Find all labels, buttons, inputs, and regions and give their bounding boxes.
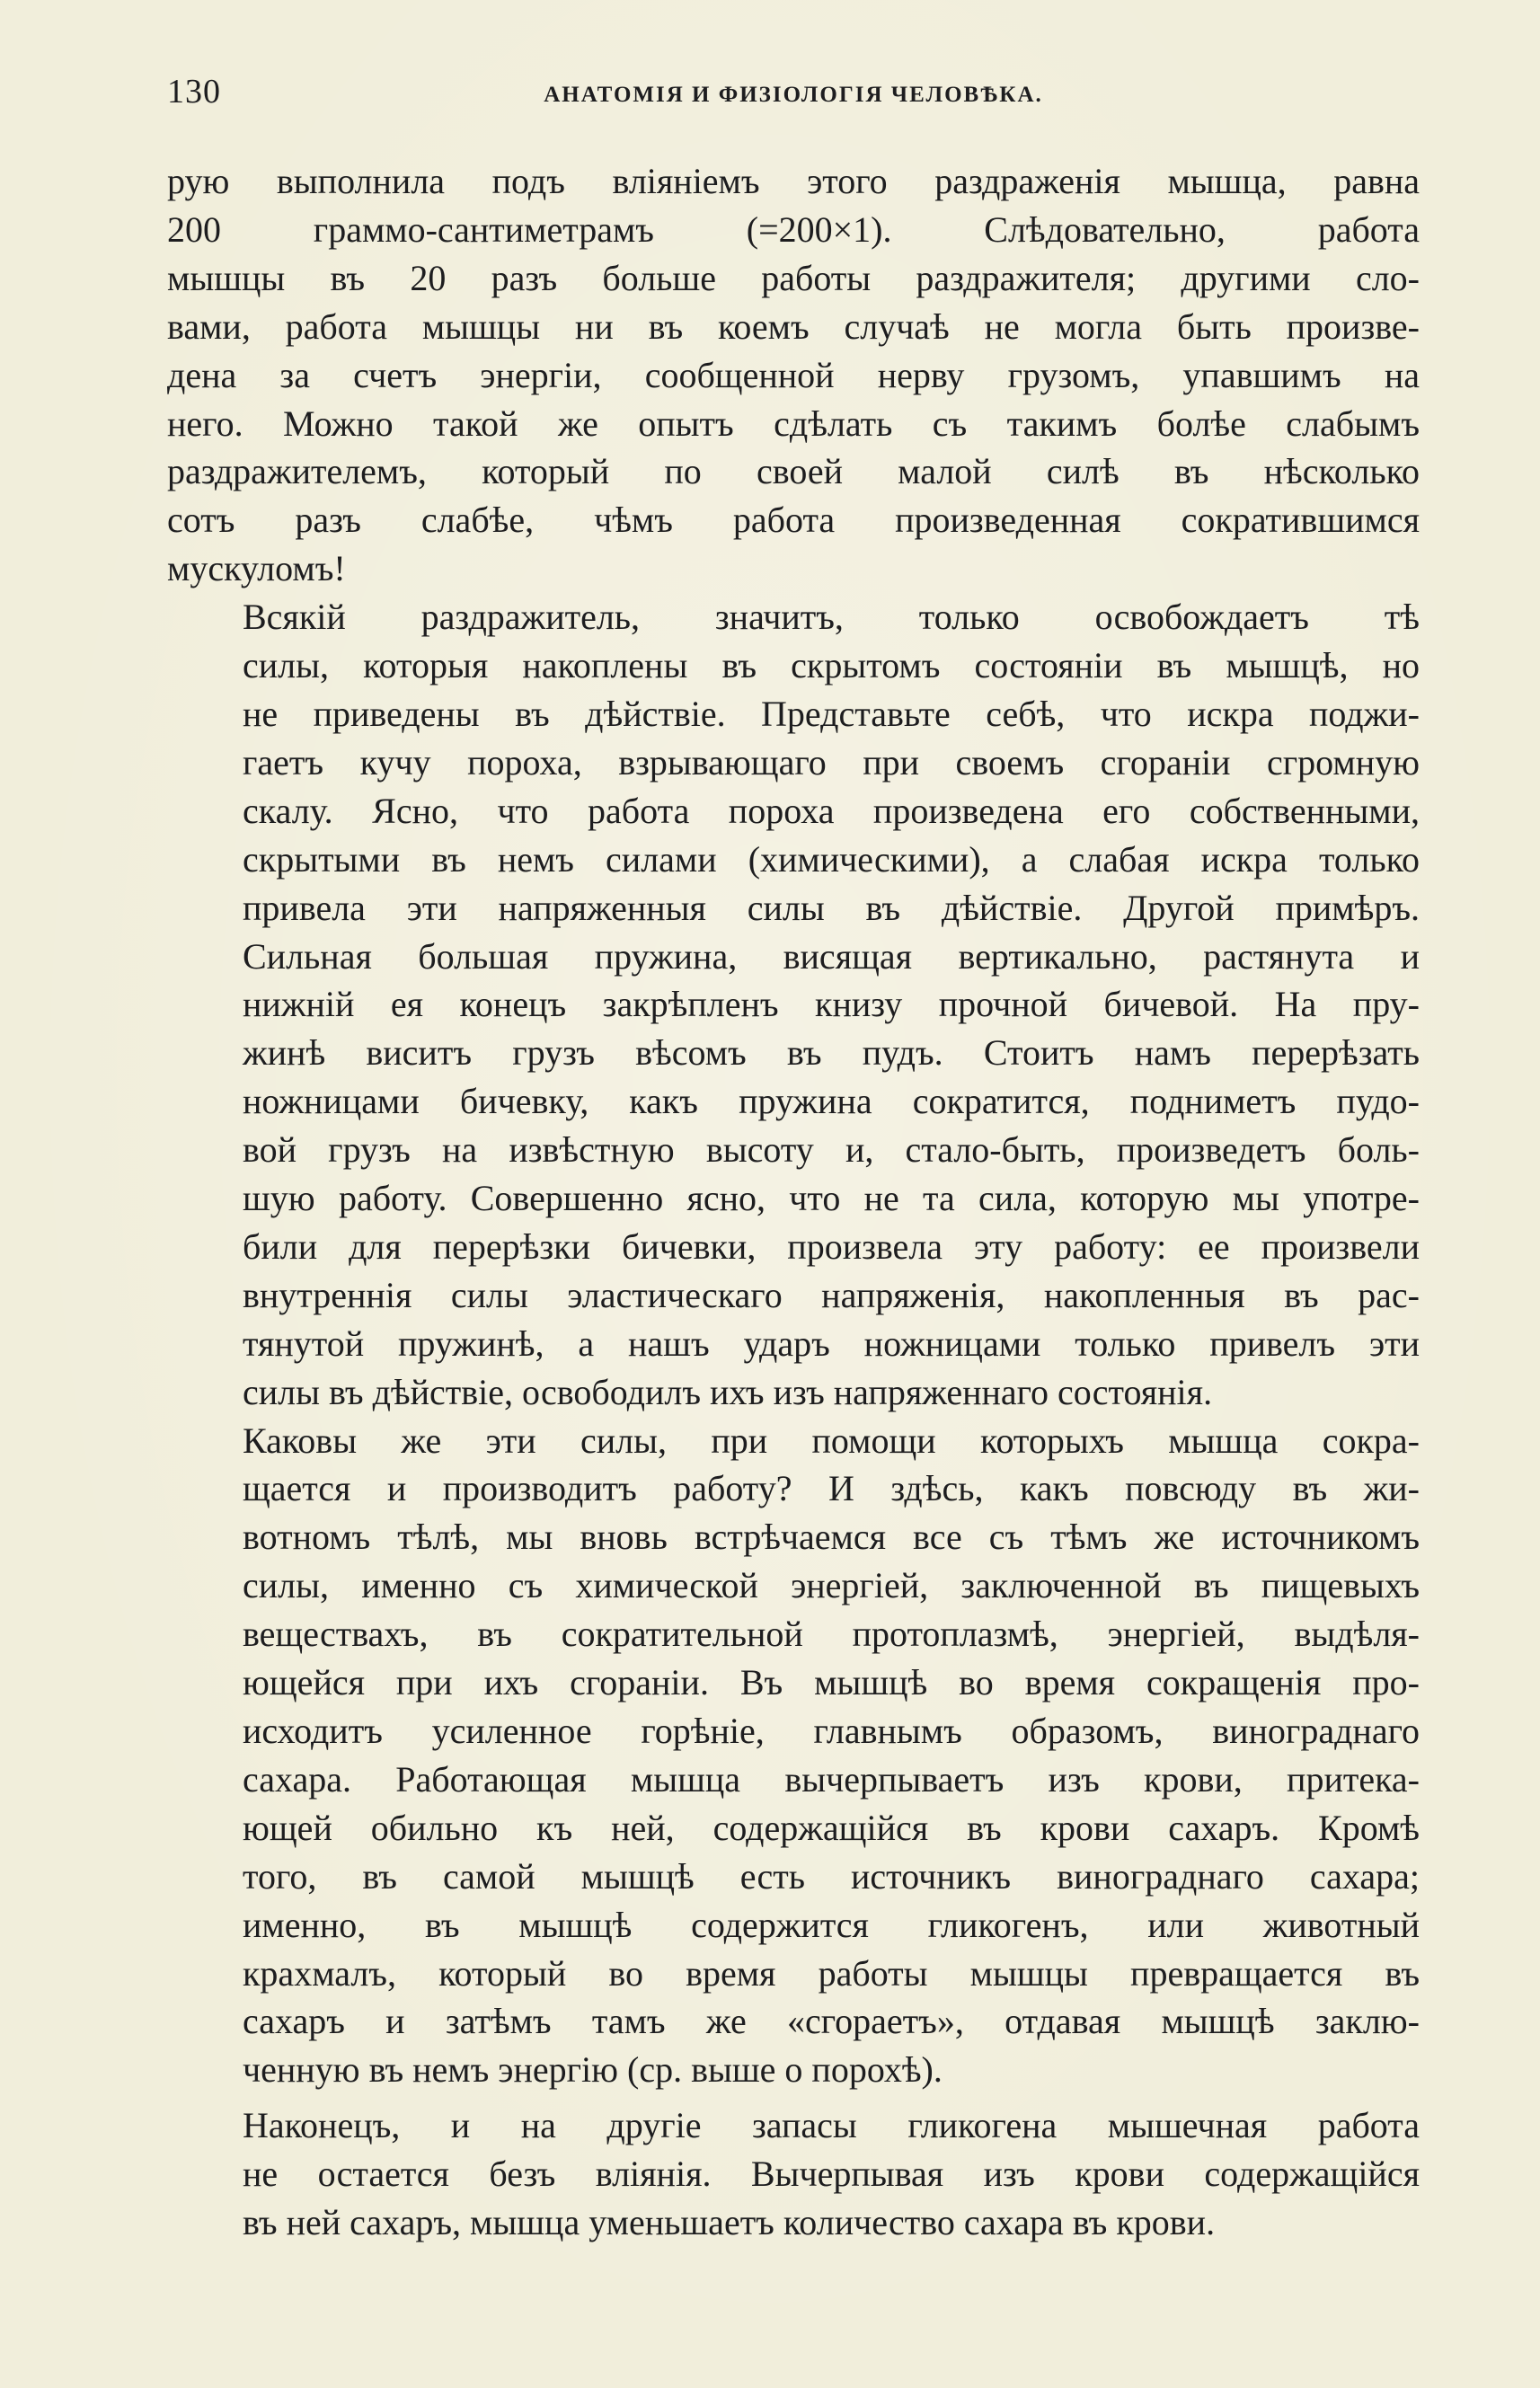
text-line: раздражителемъ, который по своей малой силѣ въ нѣсколько — [167, 451, 1420, 492]
text-line: Каковы же эти силы, при помощи которыхъ мышца сокра- — [243, 1420, 1420, 1461]
text-line: Наконецъ, и на другіе запасы гликогена мышечная работа — [243, 2105, 1420, 2146]
text-line: того, въ самой мышцѣ есть источникъ винограднаго сахара; — [243, 1855, 1420, 1897]
text-line: ножницами бичевку, какъ пружина сократится, подниметъ пудо- — [243, 1081, 1420, 1122]
text-line: сахаръ и затѣмъ тамъ же «сгораетъ», отдавая мышцѣ заклю- — [243, 2001, 1420, 2042]
text-line: Всякій раздражитель, значитъ, только освобождаетъ тѣ — [243, 597, 1420, 638]
text-line: щается и производитъ работу? И здѣсь, какъ повсюду въ жи- — [243, 1468, 1420, 1509]
text-line: жинѣ виситъ грузъ вѣсомъ въ пудъ. Стоитъ намъ перерѣзать — [243, 1032, 1420, 1074]
text-line: ченную въ немъ энергію (ср. выше о порохѣ). — [243, 2049, 943, 2091]
text-line: въ ней сахаръ, мышца уменьшаетъ количество сахара въ крови. — [243, 2202, 1216, 2243]
text-line: скалу. Ясно, что работа пороха произведена его собственными, — [243, 790, 1420, 831]
text-line: гаетъ кучу пороха, взрывающаго при своемъ сгораніи сгромную — [243, 741, 1420, 783]
text-line: не остается безъ вліянія. Вычерпывая изъ крови содержащійся — [243, 2154, 1420, 2195]
text-line: силы, которыя накоплены въ скрытомъ состояніи въ мышцѣ, но — [243, 645, 1420, 686]
text-line: не приведены въ дѣйствіе. Представьте себѣ, что искра поджи- — [243, 693, 1420, 734]
text-line: веществахъ, въ сократительной протоплазмѣ, энергіей, выдѣля- — [243, 1614, 1420, 1655]
text-line: вами, работа мышцы ни въ коемъ случаѣ не могла быть произве- — [167, 305, 1420, 347]
page-number: 130 — [167, 73, 221, 111]
text-line: именно, въ мышцѣ содержится гликогенъ, или животный — [243, 1904, 1420, 1945]
text-line: тянутой пружинѣ, а нашъ ударъ ножницами только привелъ эти — [243, 1322, 1420, 1364]
text-line: вотномъ тѣлѣ, мы вновь встрѣчаемся все съ тѣмъ же источникомъ — [243, 1517, 1420, 1558]
text-line: него. Можно такой же опытъ сдѣлать съ такимъ болѣе слабымъ — [167, 402, 1420, 444]
text-line: нижній ея конецъ закрѣпленъ книзу прочной бичевой. На пру- — [243, 984, 1420, 1025]
text-line: привела эти напряженныя силы въ дѣйствіе. Другой примѣръ. — [243, 887, 1420, 928]
text-line: Сильная большая пружина, висящая вертикально, растянута и — [243, 935, 1420, 977]
text-line: крахмалъ, который во время работы мышцы превращается въ — [243, 1952, 1420, 1994]
text-line: 200 граммо-сантиметрамъ (=200×1). Слѣдовательно, работа — [167, 208, 1420, 250]
paragraph — [167, 2101, 1420, 2247]
text-line: скрытыми въ немъ силами (химическими), а слабая искра только — [243, 838, 1420, 880]
text-line: били для перерѣзки бичевки, произвела эту работу: ее произвели — [243, 1225, 1420, 1267]
text-line: сахара. Работающая мышца вычерпываетъ изъ крови, притека- — [243, 1758, 1420, 1800]
text-line: шую работу. Совершенно ясно, что не та сила, которую мы употре- — [243, 1178, 1420, 1219]
paragraph — [167, 593, 1420, 1416]
text-line: мускуломъ! — [167, 548, 346, 589]
text-line: мышцы въ 20 разъ больше работы раздражителя; другими сло- — [167, 257, 1420, 298]
body-text — [167, 157, 1420, 2247]
paragraph — [167, 157, 1420, 593]
text-line: исходитъ усиленное горѣніе, главнымъ образомъ, винограднаго — [243, 1711, 1420, 1751]
text-line: рую выполнила подъ вліяніемъ этого раздраженія мышца, равна — [167, 161, 1420, 201]
text-line: силы въ дѣйствіе, освободилъ ихъ изъ напряженнаго состоянія. — [243, 1371, 1213, 1412]
running-title: АНАТОМІЯ И ФИЗІОЛОГІЯ ЧЕЛОВѢКА. — [544, 83, 1043, 107]
page-header — [167, 72, 1420, 117]
text-line: силы, именно съ химической энергіей, заключенной въ пищевыхъ — [243, 1565, 1420, 1606]
text-line: дена за счетъ энергіи, сообщенной нерву грузомъ, упавшимъ на — [167, 354, 1420, 395]
text-line: сотъ разъ слабѣе, чѣмъ работа произведенная сократившимся — [167, 500, 1420, 541]
text-line: вой грузъ на извѣстную высоту и, стало-быть, произведетъ боль- — [243, 1129, 1420, 1171]
paragraph — [167, 1417, 1420, 2095]
text-line: ющей обильно къ ней, содержащійся въ крови сахаръ. Кромѣ — [243, 1807, 1420, 1848]
text-line: ющейся при ихъ сгораніи. Въ мышцѣ во время сокращенія про- — [243, 1662, 1420, 1703]
text-line: внутреннія силы эластическаго напряженія, накопленныя въ рас- — [243, 1274, 1420, 1315]
